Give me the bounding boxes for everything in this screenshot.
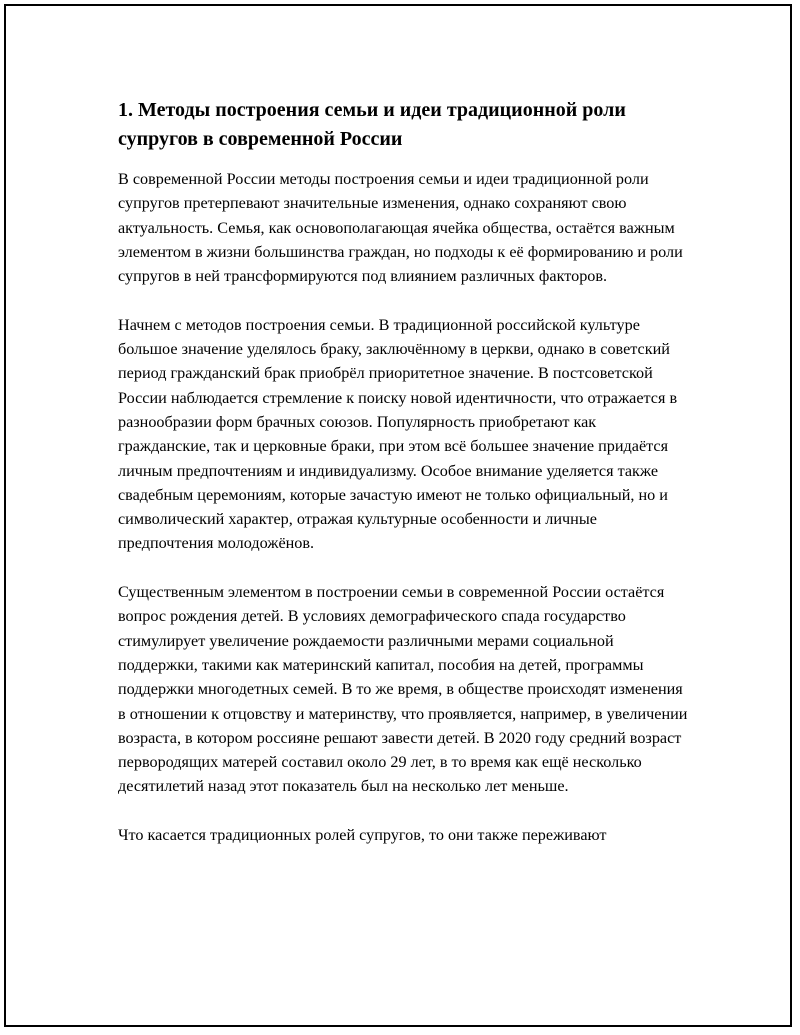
section-heading: 1. Методы построения семьи и идеи традиционной роли супругов в современной России [118,99,626,150]
paragraph-intro: В современной России методы построения семьи и идеи традиционной роли супругов претерпевают значительные изменения, однако сохраняют свою актуальность. Семья, как основополагающая ячейка общества, остаётся важным элементом в жизни большинства граждан, но подходы к её формированию и роли супругов в ней трансформируются под влиянием различных факторов. [118,170,683,286]
paragraph-childbirth: Существенным элементом в построении семьи в современной России остаётся вопрос рождения детей. В условиях демографического спада государство стимулирует увеличение рождаемости различными мерами социальной поддержки, такими как материнский капитал, пособия на детей, программы поддержки многодетных семей. В то же время, в обществе происходят изменения в отношении к отцовству и материнству, что проявляется, например, в увеличении возраста, в котором россияне решают завести детей. В 2020 году средний возраст первородящих матерей составил около 29 лет, в то время как ещё несколько десятилетий назад этот показатель был на несколько лет меньше. [118,583,688,796]
paragraph-spouse-roles: Что касается традиционных ролей супругов, то они также переживают [118,826,607,845]
document-body [118,96,688,847]
paragraph-family-methods: Начнем с методов построения семьи. В традиционной российской культуре большое значение уделялось браку, заключённому в церкви, однако в советский период гражданский брак приобрёл приоритетное значение. В постсоветской России наблюдается стремление к поиску новой идентичности, что отражается в разнообразии форм брачных союзов. Популярность приобретают как гражданские, так и церковные браки, при этом всё большее значение придаётся личным предпочтениям и индивидуализму. Особое внимание уделяется также свадебным церемониям, которые зачастую имеют не только официальный, но и символический характер, отражая культурные особенности и личные предпочтения молодожёнов. [118,315,678,553]
